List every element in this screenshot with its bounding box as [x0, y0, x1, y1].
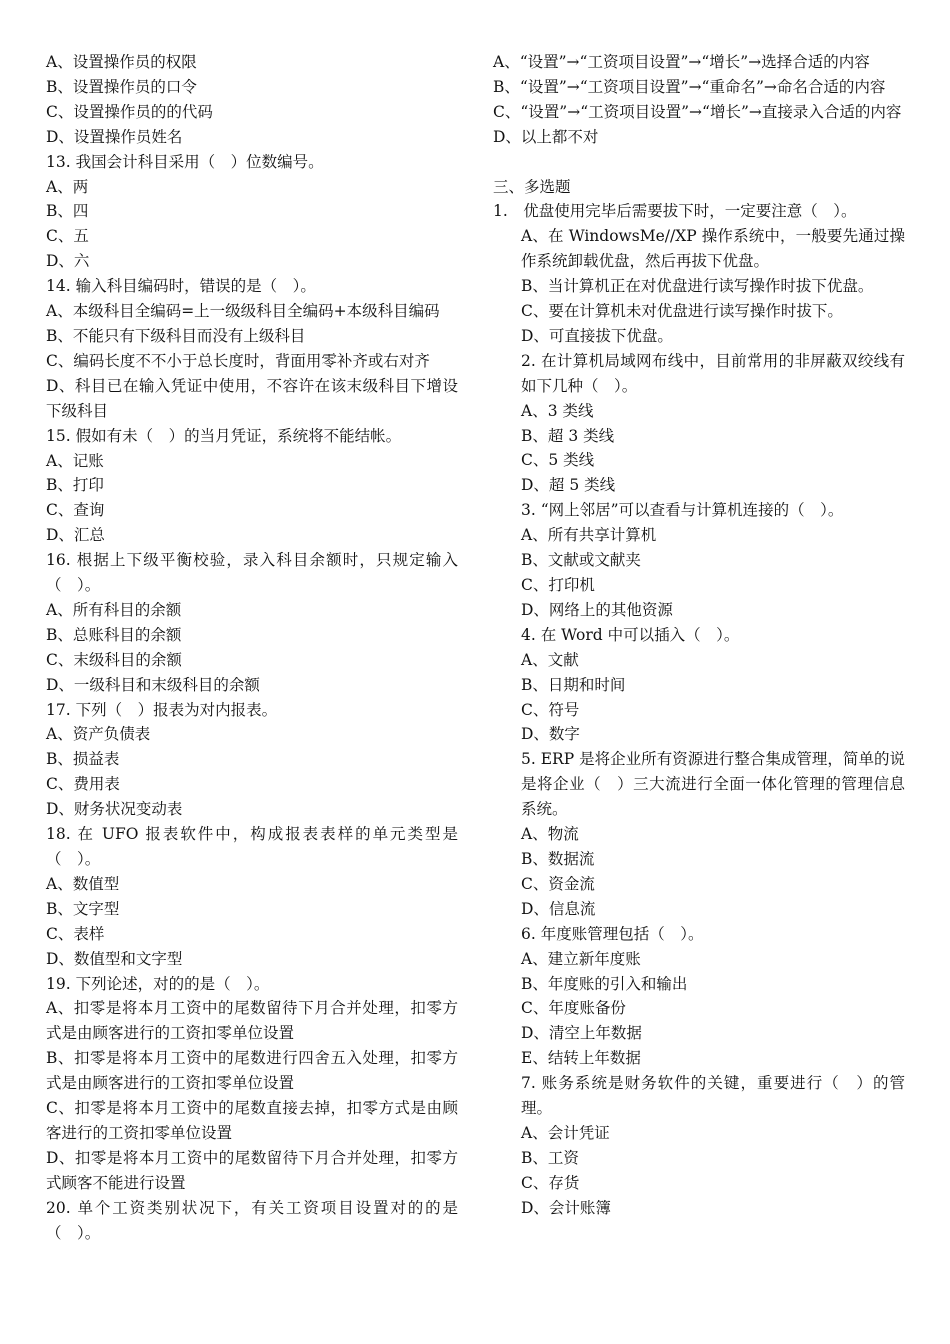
text-line: 17. 下列（ ）报表为对内报表。 [46, 700, 278, 719]
text-line: D、汇总 [46, 526, 105, 545]
text-line: B、文献或文献夹 [521, 551, 641, 570]
text-line: D、扣零是将本月工资中的尾数留待下月合并处理，扣零方式顾客不能进行设置 [46, 1148, 458, 1192]
text-line: A、3 类线 [521, 401, 594, 420]
text-line: 5. ERP 是将企业所有资源进行整合集成管理，简单的说是将企业（ ）三大流进行全面一体化管理的管理信息系统。 [521, 750, 905, 819]
text-line: B、数据流 [521, 849, 595, 868]
text-line: D、数值型和文字型 [46, 949, 183, 968]
blank-line [493, 150, 905, 175]
text-line: A、所有科目的余额 [46, 600, 182, 619]
text-line: A、两 [46, 177, 89, 196]
text-line: A、在 WindowsMe//XP 操作系统中，一般要先通过操作系统卸载优盘，然后再拔下优盘。 [521, 227, 905, 271]
text-line: C、存货 [521, 1173, 580, 1192]
text-line: A、设置操作员的权限 [46, 53, 197, 71]
text-line: C、“设置”→“工资项目设置”→“增长”→直接录入合适的内容 [493, 102, 902, 121]
text-line: B、总账科目的余额 [46, 625, 182, 644]
text-line: 1. 优盘使用完毕后需要拔下时，一定要注意（ ）。 [493, 202, 857, 221]
text-line: C、五 [46, 227, 89, 246]
text-line: C、设置操作员的的代码 [46, 102, 213, 121]
text-line: A、记账 [46, 451, 104, 470]
text-line: D、可直接拔下优盘。 [521, 326, 673, 345]
text-line: 7. 账务系统是财务软件的关键，重要进行（ ）的管理。 [521, 1074, 905, 1118]
text-line: A、扣零是将本月工资中的尾数留待下月合并处理，扣零方式是由顾客进行的工资扣零单位设置 [46, 999, 458, 1043]
text-line: B、年度账的引入和输出 [521, 974, 688, 993]
text-line: D、超 5 类线 [521, 476, 616, 495]
text-line: B、不能只有下级科目而没有上级科目 [46, 326, 306, 345]
text-line: B、文字型 [46, 899, 120, 918]
text-line: D、科目已在输入凭证中使用，不容许在该末级科目下增设下级科目 [46, 376, 458, 420]
text-line: B、日期和时间 [521, 675, 626, 694]
text-line: D、六 [46, 252, 90, 271]
text-line: C、符号 [521, 700, 580, 719]
text-line: 13. 我国会计科目采用（ ）位数编号。 [46, 152, 324, 171]
text-line: A、资产负债表 [46, 725, 151, 744]
text-line: 3. “网上邻居”可以查看与计算机连接的（ ）。 [521, 501, 844, 520]
text-line: 2. 在计算机局域网布线中，目前常用的非屏蔽双绞线有如下几种（ ）。 [521, 351, 905, 395]
text-line: 19. 下列论述，对的的是（ ）。 [46, 974, 270, 993]
text-line: B、当计算机正在对优盘进行读写操作时拔下优盘。 [521, 277, 874, 296]
text-line: C、要在计算机未对优盘进行读写操作时拔下。 [521, 302, 843, 321]
text-line: D、会计账簿 [521, 1198, 611, 1217]
text-line: C、资金流 [521, 874, 595, 893]
text-line: 4. 在 Word 中可以插入（ ）。 [521, 625, 740, 644]
text-line: E、结转上年数据 [521, 1049, 641, 1068]
text-line: C、编码长度不不小于总长度时，背面用零补齐或右对齐 [46, 351, 430, 370]
text-line: A、本级科目全编码=上一级级科目全编码+本级科目编码 [46, 302, 440, 321]
text-line: C、费用表 [46, 775, 120, 794]
text-line: B、扣零是将本月工资中的尾数进行四舍五入处理，扣零方式是由顾客进行的工资扣零单位设置 [46, 1049, 458, 1093]
text-line: D、一级科目和末级科目的余额 [46, 675, 260, 694]
text-line: B、四 [46, 202, 89, 221]
text-line: 14. 输入科目编码时，错误的是（ ）。 [46, 277, 316, 296]
text-line: B、打印 [46, 476, 104, 495]
text-line: C、末级科目的余额 [46, 650, 182, 669]
right-column [493, 50, 905, 1221]
text-line: A、文献 [521, 650, 579, 669]
text-line: D、以上都不对 [493, 127, 599, 146]
text-line: B、设置操作员的口令 [46, 77, 197, 96]
text-line: D、数字 [521, 725, 580, 744]
text-line: D、信息流 [521, 899, 596, 918]
text-line: B、“设置”→“工资项目设置”→“重命名”→命名合适的内容 [493, 77, 886, 96]
left-column [46, 50, 458, 1246]
text-line: A、数值型 [46, 874, 120, 893]
text-line: D、设置操作员姓名 [46, 127, 183, 146]
text-line: 18. 在 UFO 报表软件中，构成报表表样的单元类型是（ ）。 [46, 825, 458, 868]
text-line: A、建立新年度账 [521, 949, 641, 968]
text-line: B、工资 [521, 1148, 579, 1167]
text-line: A、“设置”→“工资项目设置”→“增长”→选择合适的内容 [493, 53, 870, 71]
text-line: A、所有共享计算机 [521, 526, 657, 545]
text-line: D、清空上年数据 [521, 1024, 642, 1043]
text-line: 三、多选题 [493, 177, 571, 196]
text-line: C、扣零是将本月工资中的尾数直接去掉，扣零方式是由顾客进行的工资扣零单位设置 [46, 1099, 458, 1142]
text-line: 16. 根据上下级平衡校验，录入科目余额时，只规定输入（ ）。 [46, 551, 458, 595]
text-line: 20. 单个工资类别状况下，有关工资项目设置对的的是（ ）。 [46, 1198, 458, 1242]
text-line: C、年度账备份 [521, 999, 626, 1018]
text-line: 6. 年度账管理包括（ ）。 [521, 924, 704, 943]
text-line: C、5 类线 [521, 451, 595, 470]
text-line: D、网络上的其他资源 [521, 600, 673, 619]
text-line: C、表样 [46, 924, 105, 943]
text-line: B、超 3 类线 [521, 426, 615, 445]
text-line: A、会计凭证 [521, 1123, 610, 1142]
text-line: C、查询 [46, 501, 105, 520]
text-line: B、损益表 [46, 750, 120, 769]
text-line: A、物流 [521, 825, 579, 844]
text-line: D、财务状况变动表 [46, 800, 183, 819]
text-line: C、打印机 [521, 576, 595, 595]
text-line: 15. 假如有未（ ）的当月凭证，系统将不能结帐。 [46, 426, 402, 445]
